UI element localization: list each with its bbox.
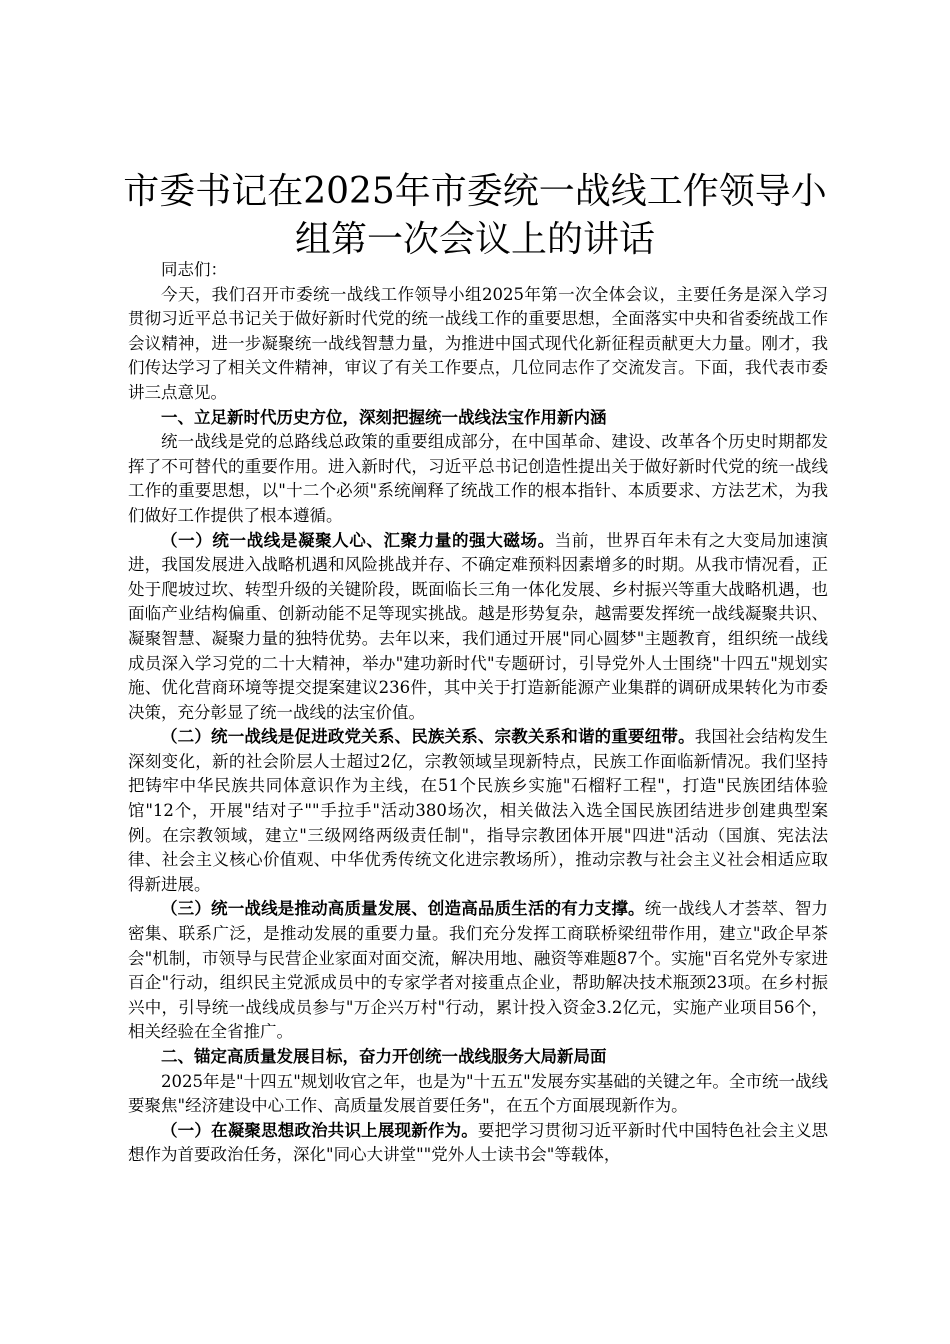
document-body — [128, 258, 828, 1168]
section-1-item-3 — [128, 897, 828, 1045]
intro-paragraph: 今天，我们召开市委统一战线工作领导小组2025年第一次全体会议，主要任务是深入学习贯彻习近平总书记关于做好新时代党的统一战线工作的重要思想，全面落实中央和省委统战工作会议精神，进一步凝聚统一战线智慧力量，为推进中国式现代化新征程贡献更大力量。刚才，我们传达学习了相关文件精神，审议了有关工作要点，几位同志作了交流发言。下面，我代表市委讲三点意见。 — [128, 284, 828, 402]
item-text: 我国社会结构发生深刻变化，新的社会阶层人士超过2亿，宗教领域呈现新特点，民族工作面临新情况。我们坚持把铸牢中华民族共同体意识作为主线，在51个民族乡实施"石榴籽工程"，打造"民族团结体验馆"12个，开展"结对子""手拉手"活动380场次，相关做法入选全国民族团结进步创建典型案例。在宗教领域，建立"三级网络两级责任制"，指导宗教团体开展"四进"活动（国旗、宪法法律、社会主义核心价值观、中华优秀传统文化进宗教场所），推动宗教与社会主义社会相适应取得新进展。 — [128, 727, 829, 894]
item-lead: （三）统一战线是推动高质量发展、创造高品质生活的有力支撑。 — [161, 899, 645, 919]
section-2-paragraph: 2025年是"十四五"规划收官之年，也是为"十五五"发展夯实基础的关键之年。全市统一战线要聚焦"经济建设中心工作、高质量发展首要任务"，在五个方面展现新作为。 — [128, 1071, 828, 1116]
item-lead: （一）在凝聚思想政治共识上展现新作为。 — [161, 1120, 478, 1140]
document-title: 市委书记在2025年市委统一战线工作领导小组第一次会议上的讲话 — [123, 171, 827, 260]
item-lead: （一）统一战线是凝聚人心、汇聚力量的强大磁场。 — [161, 530, 555, 550]
section-2-heading: 二、锚定高质量发展目标，奋力开创统一战线服务大局新局面 — [161, 1047, 607, 1066]
salutation: 同志们： — [161, 260, 227, 279]
section-1-paragraph: 统一战线是党的总路线总政策的重要组成部分，在中国革命、建设、改革各个历史时期都发挥了不可替代的重要作用。进入新时代，习近平总书记创造性提出关于做好新时代党的统一战线工作的重要思想，以"十二个必须"系统阐释了统战工作的根本指针、本质要求、方法艺术，为我们做好工作提供了根本遵循。 — [128, 432, 828, 525]
section-2-item-1 — [128, 1119, 828, 1168]
section-1-item-1 — [128, 529, 828, 726]
section-1-item-2 — [128, 725, 828, 897]
item-text: 当前，世界百年未有之大变局加速演进，我国发展进入战略机遇和风险挑战并存、不确定难预料因素增多的时期。从我市情况看，正处于爬坡过坎、转型升级的关键阶段，既面临长三角一体化发展、乡村振兴等重大战略机遇，也面临产业结构偏重、创新动能不足等现实挑战。越是形势复杂，越需要发挥统一战线凝聚共识、凝聚智慧、凝聚力量的独特优势。去年以来，我们通过开展"同心圆梦"主题教育，组织统一战线成员深入学习党的二十大精神，举办"建功新时代"专题研讨，引导党外人士围绕"十四五"规划实施、优化营商环境等提交提案建议236件，其中关于打造新能源产业集群的调研成果转化为市委决策，充分彰显了统一战线的法宝价值。 — [128, 530, 829, 722]
item-text: 统一战线人才荟萃、智力密集、联系广泛，是推动发展的重要力量。我们充分发挥工商联桥梁纽带作用，建立"政企早茶会"机制，市领导与民营企业家面对面交流，解决用地、融资等难题87个。实施"百名党外专家进百企"行动，组织民主党派成员中的专家学者对接重点企业，帮助解决技术瓶颈23项。在乡村振兴中，引导统一战线成员参与"万企兴万村"行动，累计投入资金3.2亿元，实施产业项目56个，相关经验在全省推广。 — [128, 899, 829, 1042]
item-lead: （二）统一战线是促进政党关系、民族关系、宗教关系和谐的重要纽带。 — [161, 727, 695, 747]
item-text: 要把学习贯彻习近平新时代中国特色社会主义思想作为首要政治任务，深化"同心大讲堂""党外人士读书会"等载体， — [128, 1120, 829, 1165]
section-1-heading: 一、立足新时代历史方位，深刻把握统一战线法宝作用新内涵 — [161, 407, 607, 427]
